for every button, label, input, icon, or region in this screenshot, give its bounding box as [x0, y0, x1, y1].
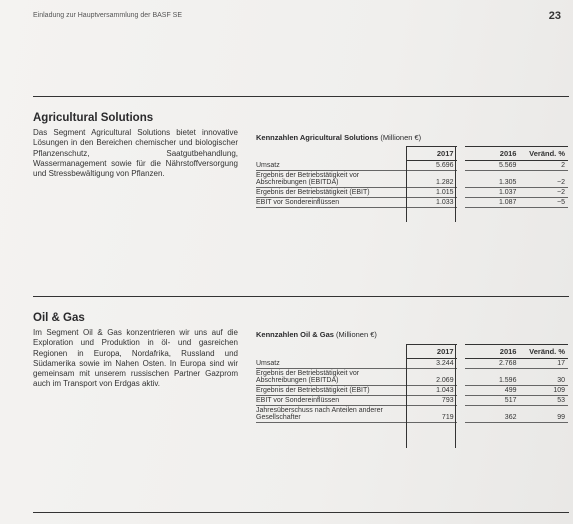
table-row: Ergebnis der Betriebstätigkeit vor Abschreibungen (EBITDA) 1.282 1.305 −2 — [256, 171, 568, 188]
section-divider-bottom — [33, 512, 569, 513]
section-body-oil-gas: Im Segment Oil & Gas konzentrieren wir uns auf die Exploration und Produktion in öl- und gasreichen Regionen in Europa, Nordafrika, Russland und Südamerika sowie im Nahen Osten. In Europa sind wir gemeinsam mit unserem russischen Partner Gazprom auch im Transport von Erdgas aktiv. — [33, 328, 238, 389]
section-divider-agri — [33, 96, 569, 97]
table-row: Ergebnis der Betriebstätigkeit (EBIT) 1.043 499 109 — [256, 386, 568, 396]
section-title-agricultural-solutions: Agricultural Solutions — [33, 112, 154, 124]
table-title-oil-gas: Kennzahlen Oil & Gas (Millionen €) — [256, 330, 377, 339]
table-row: Ergebnis der Betriebstätigkeit vor Abschreibungen (EBITDA) 2.069 1.596 30 — [256, 369, 568, 386]
col-header-2016: 2016 — [465, 345, 519, 359]
table-row: Ergebnis der Betriebstätigkeit (EBIT) 1.015 1.037 −2 — [256, 188, 568, 198]
table-row: Umsatz 5.696 5.569 2 — [256, 161, 568, 171]
table-row: EBIT vor Sondereinflüssen 793 517 53 — [256, 396, 568, 406]
col-header-change: Veränd. % — [519, 147, 568, 161]
page-number: 23 — [548, 10, 561, 22]
col-header-2016: 2016 — [465, 147, 519, 161]
col-header-2017: 2017 — [406, 147, 456, 161]
section-title-oil-gas: Oil & Gas — [33, 312, 85, 324]
table-row: EBIT vor Sondereinflüssen 1.033 1.087 −5 — [256, 198, 568, 208]
table-title-agri: Kennzahlen Agricultural Solutions (Millionen €) — [256, 133, 422, 142]
table-row: Jahresüberschuss nach Anteilen anderer Gesellschafter 719 362 99 — [256, 406, 568, 423]
section-body-agricultural-solutions: Das Segment Agricultural Solutions bietet innovative Lösungen in den Bereichen chemischer und biologischer Pflanzenschutz, Saatgutbehandlung, Wassermanagement sowie für die Nährstoffversorgung und Stressbewältigung von Pflanzen. — [33, 128, 238, 179]
col-header-2017: 2017 — [406, 345, 456, 359]
highlight-column-2017-oil-gas — [406, 344, 456, 448]
section-divider-oil-gas — [33, 296, 569, 297]
table-row: Umsatz 3.244 2.768 17 — [256, 359, 568, 369]
highlight-column-2017-agri — [406, 146, 456, 222]
running-header: Einladung zur Hauptversammlung der BASF SE — [33, 12, 183, 19]
col-header-change: Veränd. % — [519, 345, 568, 359]
